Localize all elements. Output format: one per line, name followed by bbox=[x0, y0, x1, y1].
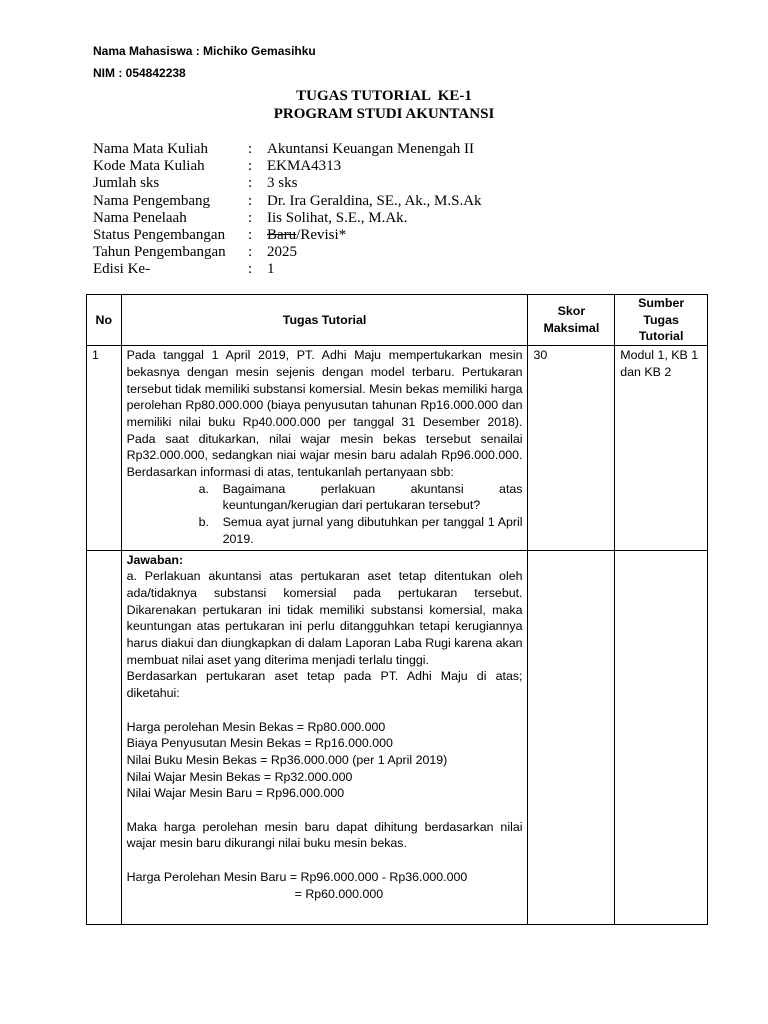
title-line-1: TUGAS TUTORIAL KE-1 bbox=[296, 88, 472, 104]
course-info bbox=[93, 141, 482, 279]
info-label: Nama Pengembang bbox=[93, 192, 211, 209]
info-row-course-code bbox=[93, 158, 482, 175]
header-score bbox=[528, 295, 615, 346]
info-value: 3 sks bbox=[267, 175, 298, 192]
answer-para-a: a. Perlakuan akuntansi atas pertukaran aset tetap ditentukan oleh ada/tidaknya substansi komersial pada pertukaran tersebut. Dikarenakan pertukaran ini tidak memiliki substansi komersial, maka keuntungan atas pertukaran ini perlu ditangguhkan tetapi kerugiannya harus diakui dan diungkapkan di dalam Laporan Laba Rugi karena akan membuat nilai aset yang diterima menjadi terlalu tinggi. bbox=[126, 569, 523, 667]
question-text: Pada tanggal 1 April 2019, PT. Adhi Maju mempertukarkan mesin bekasnya dengan mesin sejenis dengan model terbaru. Pertukaran tersebut tidak memiliki substansi komersial. Mesin bekas memiliki harga perolehan Rp80.000.000 (biaya penyusutan tahunan Rp16.000.000 dan memiliki nilai buku Rp40.000.000 per tanggal 31 Desember 2018). Pada saat ditukarkan, nilai wajar mesin bekas tersebut senailai Rp32.000.000, sedangkan niai wajar mesin baru adalah Rp96.000.000. Berdasarkan informasi di atas, tentukanlah pertanyaan sbb: bbox=[126, 348, 523, 480]
header-task: Tugas Tutorial bbox=[121, 295, 528, 346]
given-item: Nilai Buku Mesin Bekas = Rp36.000.000 (per 1 April 2019) bbox=[126, 752, 448, 767]
table-header-row bbox=[87, 295, 708, 346]
row-no-cell bbox=[87, 346, 122, 550]
info-row-year bbox=[93, 244, 482, 261]
info-row-status bbox=[93, 227, 482, 244]
info-separator: : bbox=[248, 227, 253, 244]
tutorial-table bbox=[86, 294, 708, 925]
info-value: Dr. Ira Geraldina, SE., Ak., M.S.Ak bbox=[267, 192, 482, 209]
given-item: Harga perolehan Mesin Bekas = Rp80.000.000 bbox=[126, 719, 386, 734]
empty-cell bbox=[615, 550, 708, 924]
table-row bbox=[87, 346, 708, 550]
info-separator: : bbox=[248, 175, 253, 192]
document-title bbox=[0, 87, 768, 123]
given-item: Biaya Penyusutan Mesin Bekas = Rp16.000.000 bbox=[126, 736, 393, 751]
source-value: Modul 1, KB 1 dan KB 2 bbox=[620, 348, 699, 379]
spacer bbox=[127, 802, 523, 819]
info-label: Kode Mata Kuliah bbox=[93, 158, 205, 175]
score-value: 30 bbox=[533, 348, 548, 363]
info-value: 2025 bbox=[267, 244, 297, 261]
empty-cell bbox=[87, 550, 122, 924]
header-source bbox=[615, 295, 708, 346]
spacer bbox=[127, 852, 523, 869]
spacer bbox=[127, 702, 523, 719]
answer-known: Berdasarkan pertukaran aset tetap pada PT. Adhi Maju di atas; diketahui: bbox=[126, 669, 523, 701]
info-row-reviewer bbox=[93, 210, 482, 227]
info-separator: : bbox=[248, 141, 253, 157]
info-row-developer bbox=[93, 193, 482, 210]
student-nim: NIM : 054842238 bbox=[93, 66, 186, 80]
sub-question-b bbox=[127, 514, 523, 547]
student-name: Nama Mahasiswa : Michiko Gemasihku bbox=[93, 44, 316, 58]
answer-cell bbox=[121, 550, 528, 924]
empty-cell bbox=[528, 550, 615, 924]
info-label: Jumlah sks bbox=[93, 175, 160, 192]
sub-question-text: Bagaimana perlakuan akuntansi atas keuntungan/kerugian dari pertukaran tersebut? bbox=[222, 481, 523, 513]
header-source-text: Sumber Tugas Tutorial bbox=[638, 296, 685, 344]
header-no: No bbox=[87, 295, 122, 346]
formula-line-2: = Rp60.000.000 bbox=[294, 886, 384, 901]
info-separator: : bbox=[248, 244, 253, 261]
info-row-course-name bbox=[93, 141, 482, 158]
struck-status: Baru bbox=[267, 227, 297, 244]
answer-heading: Jawaban: bbox=[126, 552, 184, 567]
info-separator: : bbox=[248, 261, 253, 278]
info-label: Status Pengembangan bbox=[93, 227, 226, 244]
sub-question-a bbox=[127, 481, 523, 514]
info-value bbox=[267, 227, 346, 244]
status-rest: /Revisi* bbox=[296, 227, 347, 244]
info-separator: : bbox=[248, 158, 253, 175]
info-label: Nama Mata Kuliah bbox=[93, 141, 208, 157]
info-row-credits bbox=[93, 175, 482, 192]
info-separator: : bbox=[248, 192, 253, 209]
header-score-text: Skor Maksimal bbox=[543, 304, 600, 336]
row-no: 1 bbox=[92, 348, 99, 363]
info-value: EKMA4313 bbox=[267, 158, 342, 175]
info-label: Nama Penelaah bbox=[93, 209, 187, 226]
info-label: Tahun Pengembangan bbox=[93, 244, 226, 261]
question-cell bbox=[121, 346, 528, 550]
info-row-edition bbox=[93, 261, 482, 278]
title-line-2: PROGRAM STUDI AKUNTANSI bbox=[273, 106, 495, 122]
score-cell bbox=[528, 346, 615, 550]
given-item: Nilai Wajar Mesin Baru = Rp96.000.000 bbox=[126, 786, 345, 801]
table-row bbox=[87, 550, 708, 924]
info-value: 1 bbox=[267, 261, 275, 278]
info-label: Edisi Ke- bbox=[93, 261, 151, 278]
sub-question-text: Semua ayat jurnal yang dibutuhkan per tanggal 1 April 2019. bbox=[222, 515, 523, 546]
info-value: Akuntansi Keuangan Menengah II bbox=[267, 141, 475, 157]
given-item: Nilai Wajar Mesin Bekas = Rp32.000.000 bbox=[126, 769, 353, 784]
info-separator: : bbox=[248, 209, 253, 226]
formula-line-1: Harga Perolehan Mesin Baru = Rp96.000.000 - Rp36.000.000 bbox=[126, 869, 468, 884]
source-cell bbox=[615, 346, 708, 550]
answer-calc-text: Maka harga perolehan mesin baru dapat dihitung berdasarkan nilai wajar mesin baru dikurangi nilai buku mesin bekas. bbox=[126, 819, 523, 851]
info-value: Iis Solihat, S.E., M.Ak. bbox=[267, 209, 408, 226]
sub-question-marker: b. bbox=[198, 515, 209, 530]
sub-question-marker: a. bbox=[198, 481, 209, 496]
